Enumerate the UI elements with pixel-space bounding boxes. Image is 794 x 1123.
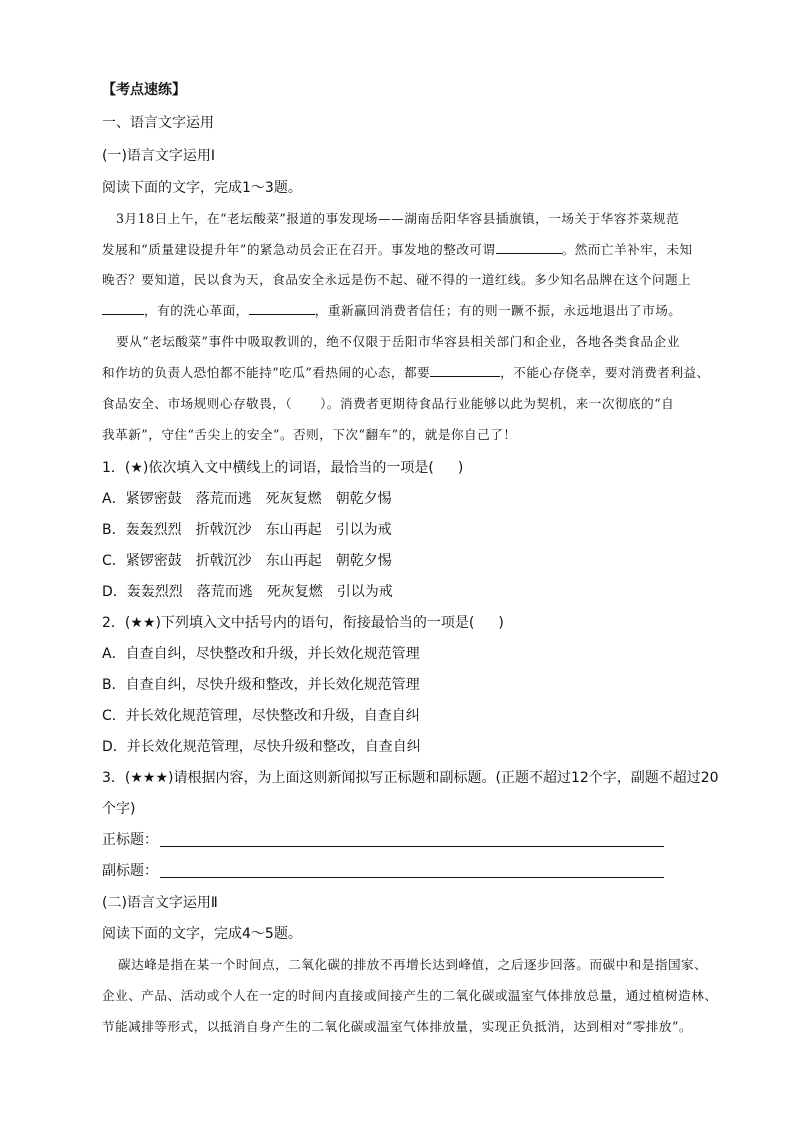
- question-1-option[interactable]: D．轰轰烈烈 落荒而逃 死灰复燃 引以为戒: [102, 584, 393, 600]
- instruction-1: 阅读下面的文字，完成1～3题。: [102, 180, 302, 196]
- question-1-option[interactable]: C．紧锣密鼓 折戟沉沙 东山再起 朝乾夕惕: [102, 553, 392, 569]
- part-title: 一、语言文字运用: [102, 115, 214, 131]
- question-3-stem: 个字): [102, 801, 136, 817]
- passage1-line: 食品安全、市场规则心存敬畏，（ ）。消费者更期待食品行业能够以此为契机，来一次彻底的“自: [102, 396, 675, 411]
- passage2-line: 碳达峰是指在某一个时间点，二氧化碳的排放不再增长达到峰值，之后逐步回落。而碳中和是指国家、: [118, 957, 708, 972]
- question-3-stem: 3．(★★★)请根据内容，为上面这则新闻拟写正标题和副标题。(正题不超过12个字，副题不超过20: [102, 770, 719, 786]
- passage1-line: ，有的洗心革面， ，重新赢回消费者信任；有的则一蹶不振，永远地退出了市场。: [102, 301, 681, 321]
- fill-blank: [430, 363, 500, 377]
- instruction-2: 阅读下面的文字，完成4～5题。: [102, 926, 302, 942]
- question-2-option[interactable]: D．并长效化规范管理，尽快升级和整改，自查自纠: [102, 739, 421, 755]
- passage1-line: 3月18日上午，在“老坛酸菜”报道的事发现场——湖南岳阳华容县插旗镇，一场关于华容芥菜规范: [116, 211, 680, 226]
- subsection-title-2: (二)语言文字运用Ⅱ: [102, 895, 218, 911]
- passage2-line: 企业、产品、活动或个人在一定的时间内直接或间接产生的二氧化碳或温室气体排放总量，通过植树造林、: [102, 988, 718, 1003]
- passage2-line: 节能减排等形式，以抵消自身产生的二氧化碳或温室气体排放量，实现正负抵消，达到相对“零排放”。: [102, 1019, 693, 1034]
- subsection-title-1: (一)语言文字运用Ⅰ: [102, 148, 216, 164]
- main-title-label: 正标题：: [102, 832, 158, 848]
- section-header: 【考点速练】: [102, 82, 186, 98]
- question-1-option[interactable]: A．紧锣密鼓 落荒而逃 死灰复燃 朝乾夕惕: [102, 491, 392, 507]
- fill-blank: [496, 240, 562, 254]
- main-title-answer-line[interactable]: [160, 846, 664, 847]
- passage1-line: 要从“老坛酸菜”事件中吸取教训的，绝不仅限于岳阳市华容县相关部门和企业，各地各类食品企业: [116, 334, 680, 349]
- question-2-option[interactable]: C．并长效化规范管理，尽快整改和升级，自查自纠: [102, 708, 420, 724]
- question-1-option[interactable]: B．轰轰烈烈 折戟沉沙 东山再起 引以为戒: [102, 522, 392, 538]
- question-2-option[interactable]: B．自查自纠，尽快升级和整改，并长效化规范管理: [102, 677, 420, 693]
- fill-blank: [249, 301, 315, 315]
- passage1-line: 和作坊的负责人恐怕都不能持“吃瓜”看热闹的心态，都要 ，不能心存侥幸，要对消费者利益、: [102, 365, 710, 380]
- question-2-stem: 2．(★★)下列填入文中括号内的语句，衔接最恰当的一项是( ): [102, 615, 504, 631]
- question-1-stem: 1．(★)依次填入文中横线上的词语，最恰当的一项是( ): [102, 460, 464, 476]
- sub-title-answer-line[interactable]: [160, 877, 664, 878]
- fill-blank: [102, 301, 144, 315]
- sub-title-label: 副标题：: [102, 863, 158, 879]
- passage1-line: 晚否？要知道，民以食为天，食品安全永远是伤不起、碰不得的一道红线。多少知名品牌在这个问题上: [102, 272, 692, 287]
- passage1-line: 我革新”，守住“舌尖上的安全”。否则，下次“翻车”的，就是你自己了！: [102, 427, 517, 442]
- passage1-line: 发展和“质量建设提升年”的紧急动员会正在召开。事发地的整改可谓 。然而亡羊补牢，未知: [102, 242, 693, 257]
- question-2-option[interactable]: A．自查自纠，尽快整改和升级，并长效化规范管理: [102, 646, 420, 662]
